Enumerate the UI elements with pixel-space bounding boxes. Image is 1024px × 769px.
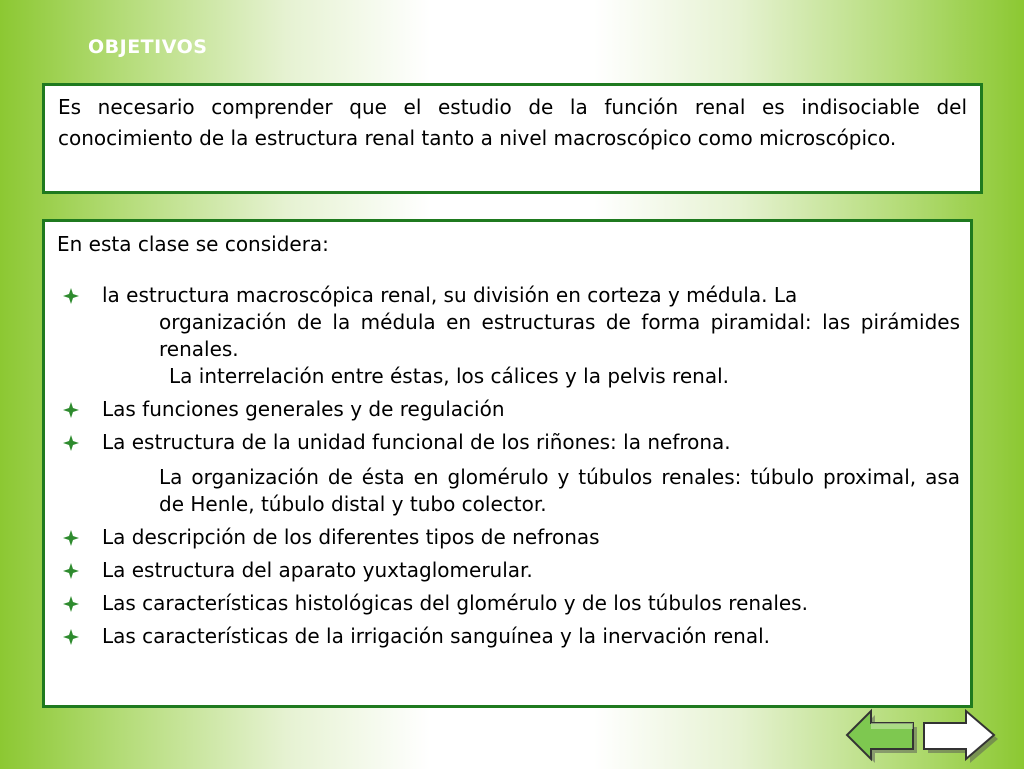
list-item-extra: La organización de ésta en glomérulo y túbulos renales: túbulo proximal, asa de Henle, túbulo distal y tubo colector. (159, 465, 960, 516)
list-item (57, 429, 960, 518)
list-item-text: La estructura de la unidad funcional de los riñones: la nefrona. (102, 430, 731, 454)
diamond-bullet-icon (63, 402, 79, 418)
previous-slide-button[interactable] (843, 705, 925, 765)
arrow-left-icon (843, 705, 925, 765)
list-item (57, 590, 960, 617)
diamond-bullet-icon (63, 596, 79, 612)
diamond-bullet-icon (63, 288, 79, 304)
list-item-text: Las características histológicas del glomérulo y de los túbulos renales. (102, 591, 808, 615)
list-item-text: Las funciones generales y de regulación (102, 397, 505, 421)
list-item (57, 623, 960, 650)
list-item (57, 282, 960, 390)
content-box (42, 219, 973, 708)
page-title: OBJETIVOS (88, 36, 208, 58)
intro-text: Es necesario comprender que el estudio de la función renal es indisociable del conocimiento de la estructura renal tanto a nivel macroscópico como microscópico. (58, 95, 967, 150)
list-item-text: La estructura del aparato yuxtaglomerular. (102, 558, 533, 582)
diamond-bullet-icon (63, 563, 79, 579)
list-item (57, 396, 960, 423)
list-item (57, 524, 960, 551)
diamond-bullet-icon (63, 435, 79, 451)
next-slide-button[interactable] (920, 705, 1002, 765)
arrow-right-icon (920, 705, 1002, 765)
list-item-text: Las características de la irrigación sanguínea y la inervación renal. (102, 624, 771, 648)
list-item-text: la estructura macroscópica renal, su división en corteza y médula. La (102, 283, 798, 307)
list-item-extra: La interrelación entre éstas, los cálices y la pelvis renal. (169, 364, 729, 388)
list-item-continuation: organización de la médula en estructuras de forma piramidal: las pirámides renales. (159, 310, 960, 361)
diamond-bullet-icon (63, 530, 79, 546)
list-item (57, 557, 960, 584)
list-item-text: La descripción de los diferentes tipos de nefronas (102, 525, 600, 549)
diamond-bullet-icon (63, 629, 79, 645)
intro-box (42, 83, 983, 194)
lead-text: En esta clase se considera: (57, 232, 329, 256)
objectives-list (57, 282, 960, 650)
